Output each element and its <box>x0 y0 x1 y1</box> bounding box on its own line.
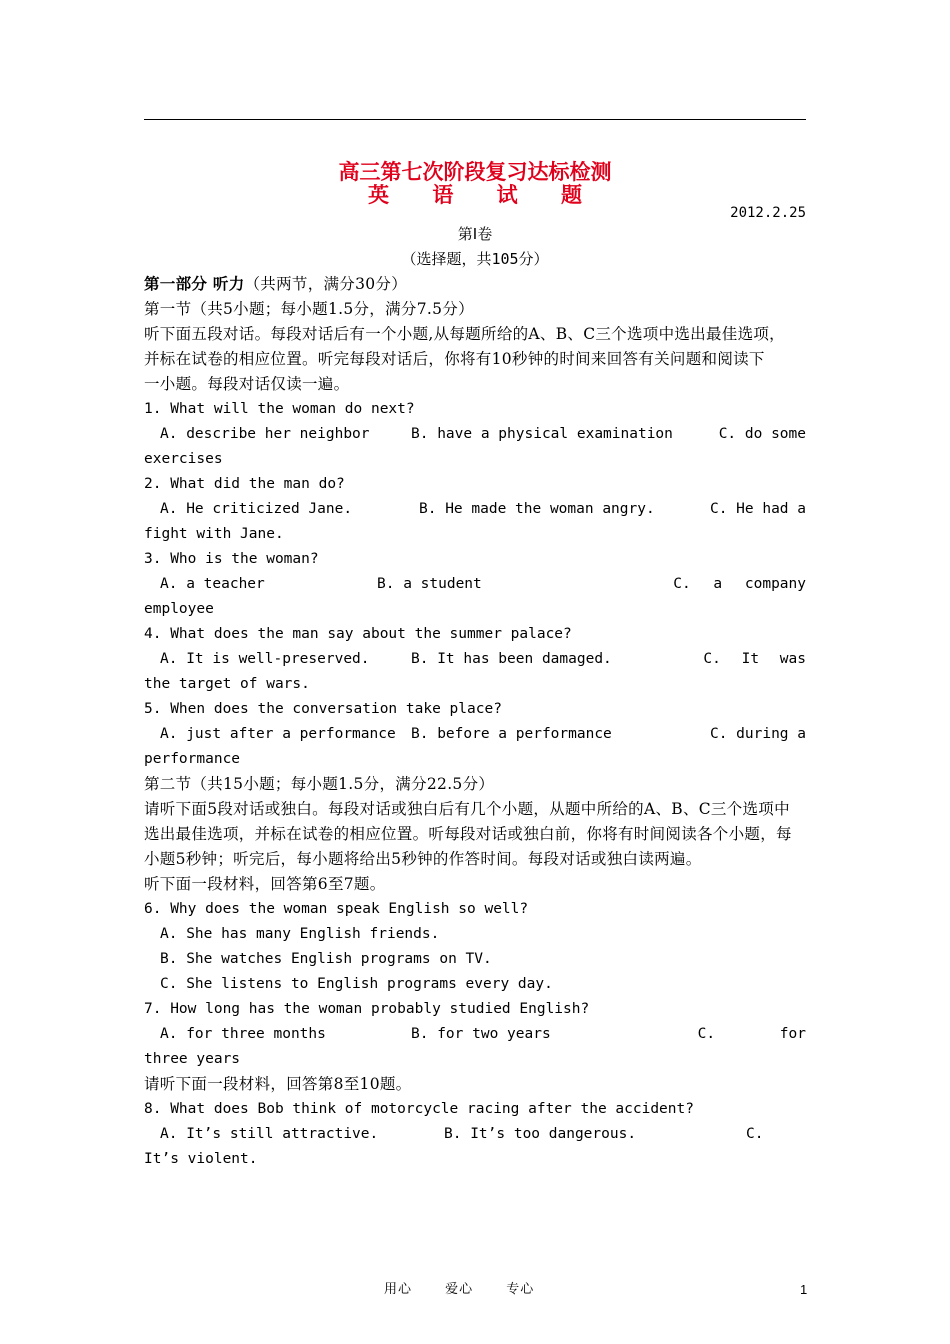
page-number: 1 <box>800 1282 808 1297</box>
question-stem: 6. Why does the woman speak English so well? <box>144 901 529 917</box>
section2-heading: 第二节（共15小题；每小题1.5分，满分22.5分） <box>144 775 495 793</box>
exam-date: 2012.2.25 <box>730 205 806 221</box>
option-row <box>144 423 806 448</box>
part1-heading-bold: 第一部分 听力 <box>144 274 245 293</box>
option-b: B. He made the woman angry. <box>419 501 655 517</box>
option-b: B. It has been damaged. <box>411 651 612 667</box>
exam-title: 高三第七次阶段复习达标检测 <box>338 159 612 184</box>
section2-instruction-line: 请听下面5段对话或独白。每段对话或独白后有几个小题，从题中所给的A、B、C三个选项中 <box>144 800 790 818</box>
option-b: B. have a physical examination <box>411 426 673 442</box>
section2-instruction-line: 小题5秒钟；听完后，每小题将给出5秒钟的作答时间。每段对话或独白读两遍。 <box>144 850 702 868</box>
section1-instruction-line: 并标在试卷的相应位置。听完每段对话后，你将有10秒钟的时间来回答有关问题和阅读下 <box>144 350 765 368</box>
option-b: B. She watches English programs on TV. <box>160 951 492 967</box>
question-stem: 5. When does the conversation take place? <box>144 701 502 717</box>
option-wrap: performance <box>144 751 241 767</box>
option-wrap: three years <box>144 1051 241 1067</box>
option-wrap: employee <box>144 601 214 617</box>
option-row <box>144 648 806 673</box>
section1-instruction-line: 一小题。每段对话仅读一遍。 <box>144 375 350 393</box>
question-stem: 1. What will the woman do next? <box>144 401 415 417</box>
option-wrap: fight with Jane. <box>144 526 284 542</box>
option-row <box>144 723 806 748</box>
option-c: C. during a <box>709 726 806 742</box>
option-row <box>144 573 806 598</box>
option-c: C. He had a <box>709 501 806 517</box>
question-stem: 4. What does the man say about the summer palace? <box>144 626 572 642</box>
option-c: C. She listens to English programs every day. <box>160 976 553 992</box>
exam-body <box>144 273 806 1173</box>
footer-text: 用心 爱心 专心 <box>384 1282 535 1297</box>
option-c: C. do some <box>718 426 806 442</box>
option-row <box>144 498 806 523</box>
option-a: A. It’s still attractive. <box>160 1126 379 1142</box>
option-b: B. It’s too dangerous. <box>444 1126 637 1142</box>
option-a: A. He criticized Jane. <box>160 501 353 517</box>
option-c: C. a company <box>673 576 806 592</box>
material-instruction: 听下面一段材料，回答第6至7题。 <box>144 875 386 893</box>
option-a: A. She has many English friends. <box>160 926 440 942</box>
option-a: A. just after a performance <box>160 726 396 742</box>
option-b: B. a student <box>377 576 482 592</box>
question-stem: 7. How long has the woman probably studied English? <box>144 1001 590 1017</box>
option-b: B. for two years <box>411 1026 551 1042</box>
section1-instruction-line: 听下面五段对话。每段对话后有一个小题,从每题所给的A、B、C三个选项中选出最佳选项， <box>144 325 785 343</box>
section1-heading: 第一节（共5小题；每小题1.5分，满分7.5分） <box>144 300 474 318</box>
part1-heading-rest: （共两节，满分30分） <box>244 275 408 293</box>
option-wrap: It’s violent. <box>144 1151 258 1167</box>
option-a: A. describe her neighbor <box>160 426 370 442</box>
option-a: A. a teacher <box>160 576 265 592</box>
option-wrap: the target of wars. <box>144 676 310 692</box>
option-c: C. <box>746 1126 764 1142</box>
section2-instruction-line: 选出最佳选项，并标在试卷的相应位置。听每段对话或独白前，你将有时间阅读各个小题，每 <box>144 825 792 843</box>
question-stem: 2. What did the man do? <box>144 476 345 492</box>
volume-note: （选择题，共105分） <box>401 250 549 268</box>
question-stem: 8. What does Bob think of motorcycle racing after the accident? <box>144 1101 694 1117</box>
option-b: B. before a performance <box>411 726 612 742</box>
option-row <box>144 1023 806 1048</box>
material-instruction: 请听下面一段材料，回答第8至10题。 <box>144 1075 412 1093</box>
part1-heading <box>144 273 806 298</box>
option-a: A. for three months <box>160 1026 326 1042</box>
volume-label: 第Ⅰ卷 <box>457 225 493 243</box>
option-a: A. It is well-preserved. <box>160 651 370 667</box>
exam-subject-title: 英 语 试 题 <box>368 182 600 207</box>
option-c: C. for <box>697 1026 806 1042</box>
header-rule <box>144 119 806 120</box>
question-stem: 3. Who is the woman? <box>144 551 319 567</box>
option-wrap: exercises <box>144 451 223 467</box>
option-row <box>144 1123 806 1148</box>
option-c: C. It was <box>703 651 806 667</box>
